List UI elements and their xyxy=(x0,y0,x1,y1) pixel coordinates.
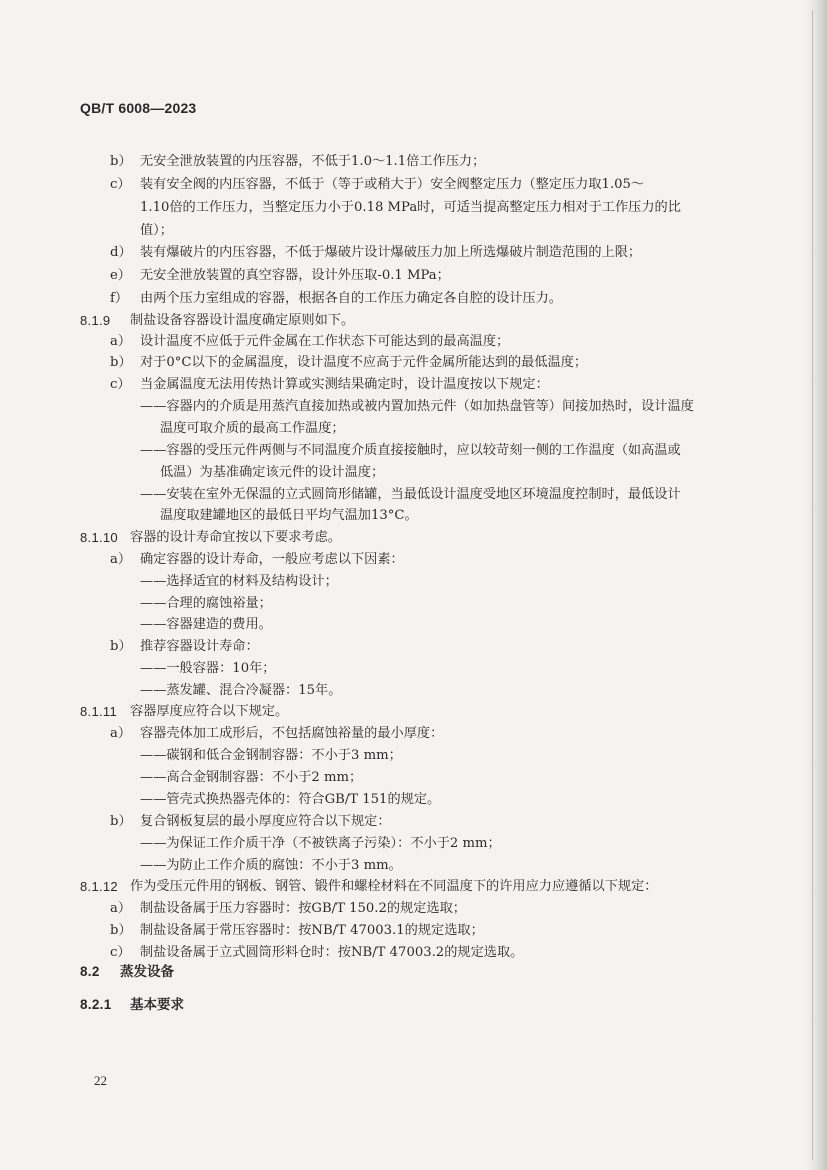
item-label: a） xyxy=(110,552,132,567)
text-line: ——容器内的介质是用蒸汽直接加热或被内置加热元件（如加热盘管等）间接加热时，设计温度 xyxy=(140,399,694,414)
text-line: 1.10倍的工作压力，当整定压力小于0.18 MPa时，可适当提高整定压力相对于工作压力的比 xyxy=(140,200,681,215)
text-line: 值）； xyxy=(140,223,173,238)
text-line: ——安装在室外无保温的立式圆筒形储罐，当最低设计温度受地区环境温度控制时，最低设计 xyxy=(140,487,681,502)
text-line: 容器的设计寿命宜按以下要求考虑。 xyxy=(130,530,341,545)
text-line: ——碳钢和低合金钢制容器：不小于3 mm； xyxy=(140,748,402,763)
text-line: ——合理的腐蚀裕量； xyxy=(140,596,272,611)
text-line: 设计温度不应低于元件金属在工作状态下可能达到的最高温度； xyxy=(140,334,510,349)
text-line: ——选择适宜的材料及结构设计； xyxy=(140,574,338,589)
page-edge-line xyxy=(812,10,813,1160)
clause-number: 8.1.12 xyxy=(80,879,118,894)
item-label: a） xyxy=(110,334,132,349)
heading-number: 8.2 xyxy=(80,964,100,979)
text-line: 无安全泄放装置的内压容器，不低于1.0～1.1倍工作压力； xyxy=(140,154,486,169)
text-line: 制盐设备容器设计温度确定原则如下。 xyxy=(130,313,355,328)
subheading-number: 8.2.1 xyxy=(80,997,112,1012)
clause-number: 8.1.11 xyxy=(80,704,117,719)
text-line: 推荐容器设计寿命： xyxy=(140,639,259,654)
text-line: ——为保证工作介质干净（不被铁离子污染）：不小于2 mm； xyxy=(140,836,501,851)
item-label: b） xyxy=(110,355,132,370)
text-line: 温度取建罐地区的最低日平均气温加13°C。 xyxy=(160,508,418,523)
item-label: d） xyxy=(110,245,132,260)
text-line: ——容器建造的费用。 xyxy=(140,617,272,632)
item-label: c） xyxy=(110,377,131,392)
text-line: 低温）为基准确定该元件的设计温度； xyxy=(160,465,385,480)
text-line: 对于0°C以下的金属温度，设计温度不应高于元件金属所能达到的最低温度； xyxy=(140,355,588,370)
text-line: ——为防止工作介质的腐蚀：不小于3 mm。 xyxy=(140,858,402,873)
page-edge-shadow xyxy=(805,0,827,1170)
text-line: 当金属温度无法用传热计算或实测结果确定时，设计温度按以下规定： xyxy=(140,377,549,392)
text-line: ——蒸发罐、混合冷凝器：15年。 xyxy=(140,683,342,698)
text-line: 容器厚度应符合以下规定。 xyxy=(130,704,289,719)
text-line: 制盐设备属于常压容器时：按NB/T 47003.1的规定选取； xyxy=(140,923,484,938)
text-line: 制盐设备属于立式圆筒形料仓时：按NB/T 47003.2的规定选取。 xyxy=(140,945,524,960)
text-line: 无安全泄放装置的真空容器，设计外压取-0.1 MPa； xyxy=(140,268,450,283)
item-label: b） xyxy=(110,814,132,829)
item-label: b） xyxy=(110,154,132,169)
item-label: e） xyxy=(110,268,131,283)
text-line: 由两个压力室组成的容器，根据各自的工作压力确定各自腔的设计压力。 xyxy=(140,291,562,306)
item-label: a） xyxy=(110,726,132,741)
text-line: ——管壳式换热器壳体的：符合GB/T 151的规定。 xyxy=(140,792,441,807)
doc-code: QB/T 6008—2023 xyxy=(80,100,197,116)
clause-number: 8.1.10 xyxy=(80,530,118,545)
text-line: 容器壳体加工成形后，不包括腐蚀裕量的最小厚度： xyxy=(140,726,444,741)
text-line: 制盐设备属于压力容器时：按GB/T 150.2的规定选取； xyxy=(140,901,466,916)
heading-title: 蒸发设备 xyxy=(120,964,174,979)
item-label: c） xyxy=(110,177,131,192)
subheading-title: 基本要求 xyxy=(130,997,184,1012)
text-line: ——一般容器：10年； xyxy=(140,661,276,676)
item-label: b） xyxy=(110,923,132,938)
item-label: c） xyxy=(110,945,131,960)
item-label: a） xyxy=(110,901,132,916)
text-line: ——容器的受压元件两侧与不同温度介质直接接触时，应以较苛刻一侧的工作温度（如高温或 xyxy=(140,443,681,458)
text-line: ——高合金钢制容器：不小于2 mm； xyxy=(140,770,363,785)
text-line: 确定容器的设计寿命，一般应考虑以下因素： xyxy=(140,552,404,567)
text-line: 温度可取介质的最高工作温度； xyxy=(160,421,345,436)
text-line: 装有爆破片的内压容器，不低于爆破片设计爆破压力加上所选爆破片制造范围的上限； xyxy=(140,245,642,260)
text-line: 装有安全阀的内压容器，不低于（等于或稍大于）安全阀整定压力（整定压力取1.05～ xyxy=(140,177,645,192)
clause-number: 8.1.9 xyxy=(80,313,111,328)
text-line: 复合钢板复层的最小厚度应符合以下规定： xyxy=(140,814,391,829)
text-line: 作为受压元件用的钢板、钢管、锻件和螺栓材料在不同温度下的许用应力应遵循以下规定： xyxy=(130,879,658,894)
item-label: f） xyxy=(110,291,129,306)
page-number: 22 xyxy=(94,1073,107,1088)
item-label: b） xyxy=(110,639,132,654)
